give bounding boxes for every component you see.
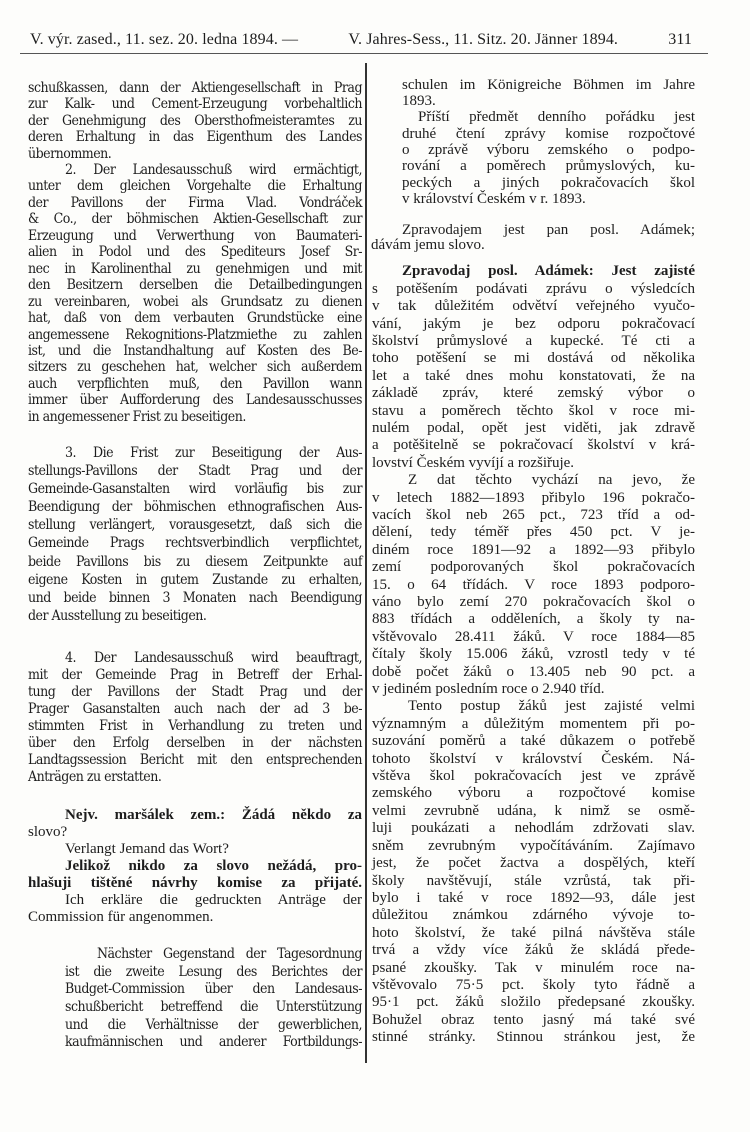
text-line: diném roce 1891—92 a 1892—93 přibylo (372, 541, 695, 558)
left-paragraph-resolution-4 (28, 650, 362, 786)
text-line: stinné stránky. Stinnou stránkou jest, že (372, 1029, 695, 1046)
text-line: 883 třídách a odděleních, a školy ty na- (372, 611, 695, 628)
text-line: übernommen. (28, 145, 112, 162)
text-line: lovství Českém vyvíjí a rozšiřuje. (372, 454, 575, 471)
text-line: luji poukázati a nehodlám zdržovati slav. (372, 820, 695, 837)
text-line: Beendigung der böhmischen ethnografischen Aus- (28, 499, 362, 516)
text-line: s potěšením podávati zprávu o výsledcích (372, 280, 695, 297)
text-line: peckých a jiných pokračovacích škol (402, 174, 695, 191)
text-line: 4. Der Landesausschuß wird beauftragt, (65, 649, 362, 666)
text-line: sitzers zu geschehen hat, welcher sich außerdem (28, 359, 362, 376)
text-line: mit der Gemeinde Prag in Betreff der Erhal- (28, 666, 362, 683)
text-line: Zpravodajem jest pan posl. Adámek; (402, 221, 695, 238)
text-line: Zpravodaj posl. Adámek: Jest zajisté (402, 263, 695, 280)
text-line: důležitou známkou zdárného vývoje to- (372, 907, 695, 924)
text-line: ist die zweite Lesung des Berichtes der (65, 963, 362, 980)
text-line: v letech 1882—1893 přibylo 196 pokračo- (372, 489, 695, 506)
text-line: nec in Karolinenthal zu genehmigen und mit (28, 260, 362, 277)
text-line: druhé čtení zprávy komise rozpočtové (402, 125, 695, 142)
text-line: let a také dnes mohu konstatovati, že na (372, 367, 695, 384)
page-number: 311 (668, 31, 692, 48)
text-line: zemského výboru a rozpočtové komise (372, 785, 695, 802)
left-paragraph-resolution-1-2 (28, 80, 362, 426)
text-line: Commission für angenommen. (28, 908, 214, 925)
left-paragraph-next-item-german (65, 946, 362, 1052)
text-line: kaufmännischen und anderer Fortbildungs- (65, 1034, 362, 1051)
text-line: čítaly školy 15.006 žáků, vzrostl tedy v té (372, 646, 695, 663)
text-line: slovo? (28, 823, 68, 840)
right-paragraph-rapporteur-call (371, 223, 695, 253)
text-line: dělení, tedy téměř přes 450 pct. V je- (372, 524, 695, 541)
text-line: školství průmyslové a kupecké. Té cti a (372, 332, 695, 349)
text-line: Nächster Gegenstand der Tagesordnung (97, 946, 362, 963)
text-line: 15. o 64 třídách. V roce 1893 podporo- (372, 576, 695, 593)
text-line: a potěšitelně se pokračovací školství v krá- (372, 437, 695, 454)
text-line: významným a důležitým momentem při po- (372, 715, 695, 732)
text-line: Z dat těchto vychází na jevo, že (408, 472, 695, 489)
text-line: 95·1 pct. žáků složilo předepsané zkoušky. (372, 994, 695, 1011)
text-line: psané zkoušky. Tak v minulém roce na- (372, 959, 695, 976)
text-line: zur Kalk- und Cement-Erzeugung vorbehaltlich (28, 96, 362, 113)
header-rule (20, 53, 708, 54)
text-line: zemí podporovaných škol pokračovacích (372, 559, 695, 576)
text-line: suzování poměrů a také důkazem o potřebě (372, 733, 695, 750)
text-line: školy navštěvují, stále vzrůstá, tak při- (372, 872, 695, 889)
text-line: beide Pavillons bis zu diesem Zeitpunkte auf (28, 553, 362, 570)
text-line: hoto školství, že také pilná návštěva stále (372, 924, 695, 941)
text-line: schußkassen, dann der Aktiengesellschaft in Prag (28, 79, 362, 96)
text-line: v tak důležitém odvětví veřejného vyučo- (372, 298, 695, 315)
text-line: immer über Aufforderung des Landesausschusses (28, 392, 362, 409)
text-line: 1893. (402, 93, 436, 110)
text-line: Verlangt Jemand das Wort? (65, 840, 229, 857)
text-line: über den Erfolg derselben in der nächsten (28, 734, 362, 751)
text-line: základě zpráv, které zemský výbor o (372, 385, 695, 402)
text-line: zu vereinbaren, wobei als Grundsatz zu dienen (28, 293, 362, 310)
text-line: schulen im Königreiche Böhmen im Jahre (402, 76, 695, 93)
text-line: Nejv. maršálek zem.: Žádá někdo za (65, 806, 362, 823)
text-line: sněm zevrubným vypočítáváním. Zajímavo (372, 837, 695, 854)
text-line: v království Českém v r. 1893. (402, 190, 586, 207)
text-line: velmi zevrubně udána, k nimž se osmě- (372, 802, 695, 819)
text-line: deren Erhaltung in das Eigenthum des Landes (28, 129, 362, 146)
text-line: der Pavillons der Firma Vlad. Vondráček (28, 194, 362, 211)
text-line: Jelikož nikdo za slovo nežádá, pro- (65, 857, 362, 874)
text-line: stellungs-Pavillons der Stadt Prag und der (28, 463, 362, 480)
header-czech: V. výr. zased., 11. sez. 20. ledna 1894. — (30, 31, 299, 48)
text-line: der Ausstellung zu beseitigen. (28, 607, 207, 624)
text-line: jest, že počet žactva a dospělých, kteří (372, 855, 695, 872)
text-line: Landtagssession Bericht mit den entsprechenden (28, 751, 362, 768)
left-paragraph-resolution-3 (28, 444, 362, 625)
text-line: ist, und die Instandhaltung auf Kosten des Be- (28, 343, 362, 360)
text-line: angemessene Rekognitions-Platzmiethe zu zahlen (28, 326, 362, 343)
text-line: hat, daß von dem verbauten Grundstücke eine (28, 310, 362, 327)
text-line: trvá a vždy více žáků že skládá přede- (372, 942, 695, 959)
text-line: der Genehmigung des Obersthofmeisteramtes zu (28, 112, 362, 129)
right-paragraph-next-item-czech (402, 77, 695, 207)
text-line: und beide binnen 3 Monaten nach Beendigung (28, 589, 362, 606)
text-line: vštěvovalo 75·5 pct. školy tyto řádně a (372, 976, 695, 993)
text-line: Ich erkläre die gedruckten Anträge der (65, 891, 362, 908)
text-line: v jediném posledním roce o 2.940 tříd. (372, 681, 605, 698)
text-line: Gemeinde Prags rechtsverbindlich verpflichtet, (28, 535, 362, 552)
text-line: den Besitzern derselben die Detailbedingungen (28, 277, 362, 294)
text-line: tohoto školství v království Českém. Ná- (372, 750, 695, 767)
running-header (30, 31, 692, 53)
text-line: o zprávě výboru zemského o podpo- (402, 142, 695, 159)
text-line: tung der Pavillons der Stadt Prag und der (28, 683, 362, 700)
text-line: hlašuji tištěné návrhy komise za přijaté. (28, 874, 362, 891)
text-line: alien in Podol und des Spediteurs Josef Sr- (28, 244, 362, 261)
text-line: dávám jemu slovo. (371, 236, 485, 253)
text-line: Bohužel obraz tento jasný má také své (372, 1011, 695, 1028)
text-line: bylo i také v roce 1892—93, dále jest (372, 889, 695, 906)
text-line: vštěvovalo 28.411 žáků. V roce 1884—85 (372, 628, 695, 645)
text-line: váno bylo zemí 270 pokračovacích škol o (372, 594, 695, 611)
column-divider (365, 63, 367, 1063)
text-line: Gemeinde-Gasanstalten wird vorläufig bis zur (28, 481, 362, 498)
text-line: Prager Gasanstalten auch nach der ad 3 be- (28, 700, 362, 717)
text-line: & Co., der böhmischen Aktien-Gesellschaft zur (28, 211, 362, 228)
text-line: toho potěšení se mi dostává od několika (372, 350, 695, 367)
text-line: Příští předmět denního pořádku jest (418, 109, 695, 126)
text-line: Tento postup žáků jest zajisté velmi (408, 698, 695, 715)
text-line: nulém podal, opět jest viděti, jak zdravě (372, 419, 695, 436)
text-line: 3. Die Frist zur Beseitigung der Aus- (65, 444, 362, 461)
text-line: stellung verlängert, vorausgesetzt, daß sich die (28, 517, 362, 534)
text-line: vacích škol neb 265 pct., 723 tříd a od- (372, 506, 695, 523)
text-line: stavu a poměrech těchto škol v roce mi- (372, 402, 695, 419)
text-line: době počet žáků o 13.405 neb 90 pct. a (372, 663, 695, 680)
text-line: vštěva škol pokračovacích jest ve zprávě (372, 768, 695, 785)
text-line: 2. Der Landesausschuß wird ermächtigt, (65, 162, 362, 179)
text-line: rování a poměrech průmyslových, ku- (402, 158, 695, 175)
text-line: Budget-Commission über den Landesaus- (65, 981, 362, 998)
text-line: vání, jakým je bez odporu pokračovací (372, 315, 695, 332)
text-line: auch verpflichten muß, den Pavillon wann (28, 375, 362, 392)
text-line: und die Verhältnisse der gewerblichen, (65, 1016, 362, 1033)
text-line: stimmten Frist in Verhandlung zu treten und (28, 717, 362, 734)
text-line: Erzeugung und Verwerthung von Baumateri- (28, 227, 362, 244)
text-line: Anträgen zu erstatten. (28, 768, 162, 785)
text-line: in angemessener Frist zu beseitigen. (28, 408, 246, 425)
left-paragraph-president-vote (28, 807, 362, 926)
text-line: unter dem gleichen Vorgehalte die Erhaltung (28, 178, 362, 195)
text-line: eigene Kosten in gutem Zustande zu erhalten, (28, 571, 362, 588)
text-line: schußbericht betreffend die Unterstützung (65, 998, 362, 1015)
right-paragraph-rapporteur-speech (372, 263, 695, 1046)
header-german: V. Jahres-Sess., 11. Sitz. 20. Jänner 1894. (348, 31, 619, 48)
